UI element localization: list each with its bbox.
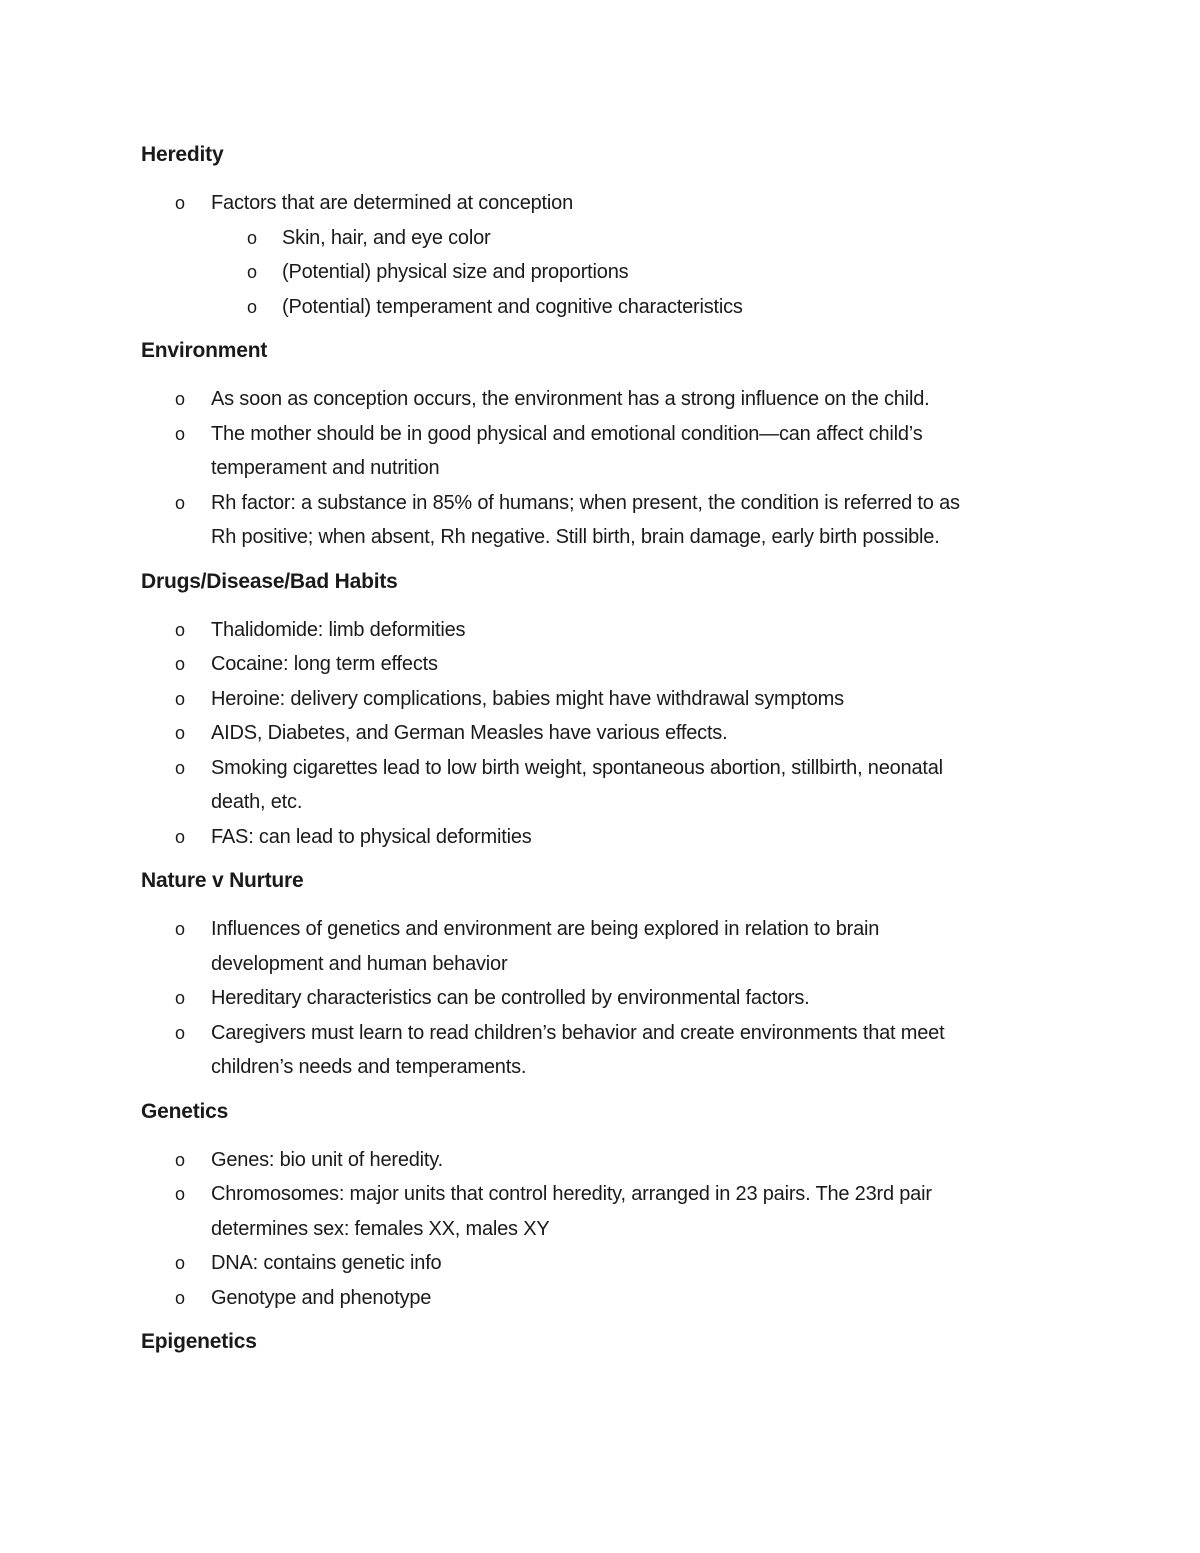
list-item: [141, 382, 1061, 417]
item-text-continued: determines sex: females XX, males XY: [211, 1217, 550, 1240]
document-content: [141, 140, 1061, 1357]
heading-epigenetics: Epigenetics: [141, 1330, 257, 1353]
bullet-icon: o: [247, 262, 257, 282]
bullet-icon: o: [175, 988, 185, 1008]
item-text-continued: temperament and nutrition: [211, 457, 440, 479]
item-text: Skin, hair, and eye color: [282, 226, 491, 249]
item-text: As soon as conception occurs, the environment has a strong influence on the child.: [211, 388, 930, 410]
heading-genetics: Genetics: [141, 1099, 229, 1123]
bullet-icon: o: [175, 193, 185, 213]
list-item: [141, 716, 1061, 751]
list-nature: [141, 912, 1061, 1085]
bullet-icon: o: [175, 919, 185, 939]
list-item: [141, 981, 1061, 1016]
sub-list-item: [141, 255, 1061, 290]
list-heredity: [141, 186, 1061, 221]
item-text: AIDS, Diabetes, and German Measles have various effects.: [211, 722, 728, 744]
bullet-icon: o: [175, 723, 185, 743]
item-text: Thalidomide: limb deformities: [211, 618, 466, 641]
item-text: Influences of genetics and environment are being explored in relation to brain: [211, 918, 880, 940]
item-text: Caregivers must learn to read children’s behavior and create environments that meet: [211, 1021, 945, 1044]
sublist-heredity: [141, 221, 1061, 325]
item-text: Rh factor: a substance in 85% of humans; when present, the condition is referred to as: [211, 491, 960, 514]
list-item: [141, 647, 1061, 682]
item-text: Factors that are determined at conception: [211, 192, 574, 214]
bullet-icon: o: [247, 227, 257, 248]
item-text: The mother should be in good physical and emotional condition—can affect child’s: [211, 422, 923, 445]
list-item: [141, 486, 1061, 555]
item-text: DNA: contains genetic info: [211, 1252, 442, 1274]
bullet-icon: o: [175, 1022, 185, 1043]
bullet-icon: o: [175, 1149, 185, 1170]
item-text: (Potential) temperament and cognitive characteristics: [282, 295, 743, 318]
list-item: [141, 417, 1061, 486]
list-item: [141, 1177, 1061, 1246]
bullet-icon: o: [175, 492, 185, 513]
list-genetics: [141, 1143, 1061, 1316]
item-text: (Potential) physical size and proportions: [282, 261, 629, 283]
item-text: Heroine: delivery complications, babies might have withdrawal symptoms: [211, 687, 844, 710]
item-text: FAS: can lead to physical deformities: [211, 825, 532, 848]
bullet-icon: o: [175, 1287, 185, 1308]
list-item: [141, 682, 1061, 717]
list-item: [141, 912, 1061, 981]
bullet-icon: o: [175, 1253, 185, 1273]
item-text: Genotype and phenotype: [211, 1286, 432, 1309]
item-text: Chromosomes: major units that control heredity, arranged in 23 pairs. The 23rd pair: [211, 1183, 932, 1205]
list-item: [141, 186, 1061, 221]
list-item: [141, 613, 1061, 648]
list-item: [141, 1246, 1061, 1281]
list-environment: [141, 382, 1061, 555]
heading-environment: Environment: [141, 339, 268, 362]
item-text-continued: development and human behavior: [211, 952, 508, 975]
bullet-icon: o: [175, 826, 185, 847]
list-item: [141, 1143, 1061, 1178]
bullet-icon: o: [175, 1184, 185, 1204]
item-text: Hereditary characteristics can be controlled by environmental factors.: [211, 987, 810, 1009]
heading-heredity: Heredity: [141, 143, 224, 166]
bullet-icon: o: [175, 423, 185, 444]
list-item: [141, 820, 1061, 855]
sub-list-item: [141, 290, 1061, 325]
heading-drugs-disease-bad-habits: Drugs/Disease/Bad Habits: [141, 569, 398, 593]
bullet-icon: o: [175, 688, 185, 709]
item-text-continued: death, etc.: [211, 791, 303, 813]
list-item: [141, 1281, 1061, 1316]
item-text: Cocaine: long term effects: [211, 653, 438, 675]
bullet-icon: o: [175, 654, 185, 674]
item-text-continued: children’s needs and temperaments.: [211, 1056, 527, 1078]
bullet-icon: o: [247, 296, 257, 317]
list-drugs: [141, 613, 1061, 855]
bullet-icon: o: [175, 389, 185, 409]
item-text: Smoking cigarettes lead to low birth weight, spontaneous abortion, stillbirth, neonatal: [211, 756, 943, 779]
heading-nature-v-nurture: Nature v Nurture: [141, 869, 304, 892]
list-item: [141, 751, 1061, 820]
list-item: [141, 1016, 1061, 1085]
item-text: Genes: bio unit of heredity.: [211, 1148, 443, 1171]
bullet-icon: o: [175, 619, 185, 640]
sub-list-item: [141, 221, 1061, 256]
item-text-continued: Rh positive; when absent, Rh negative. Still birth, brain damage, early birth possible.: [211, 526, 940, 548]
bullet-icon: o: [175, 757, 185, 778]
